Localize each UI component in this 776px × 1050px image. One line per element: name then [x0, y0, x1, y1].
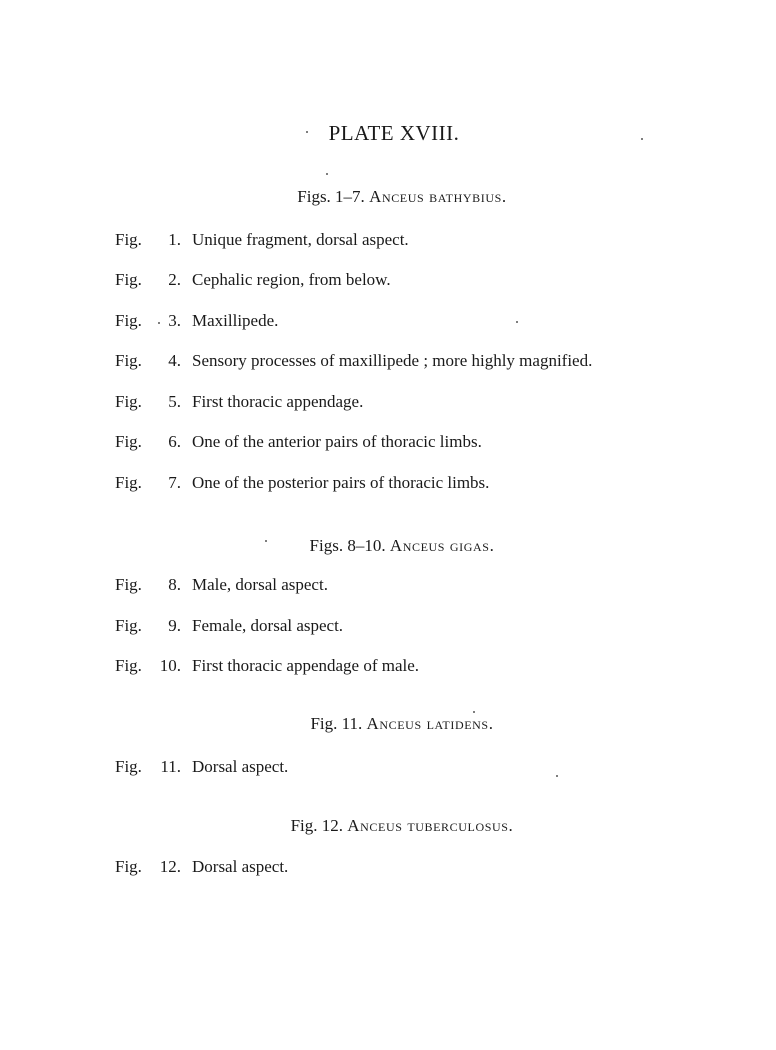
fig-label: Fig.	[115, 616, 142, 635]
fig-description: Female, dorsal aspect.	[192, 616, 344, 635]
section-heading	[0, 815, 776, 837]
scan-speck	[158, 322, 160, 324]
section-species: Anceus gigas.	[389, 536, 495, 555]
scan-speck	[516, 321, 518, 323]
fig-number: 6.	[168, 432, 181, 451]
fig-label: Fig.	[115, 575, 142, 594]
fig-label: Fig.	[115, 351, 142, 370]
fig-label: Fig.	[115, 432, 142, 451]
fig-label: Fig.	[115, 757, 142, 776]
fig-label: Fig.	[115, 656, 142, 675]
fig-description: Maxillipede.	[192, 311, 279, 330]
scan-speck	[641, 138, 643, 140]
fig-label: Fig.	[115, 230, 142, 249]
fig-description: First thoracic appendage.	[192, 392, 364, 411]
fig-description: First thoracic appendage of male.	[192, 656, 420, 675]
scan-speck	[306, 131, 308, 133]
fig-label: Fig.	[115, 270, 142, 289]
fig-number: 11.	[160, 757, 181, 776]
fig-number: 8.	[168, 575, 181, 594]
fig-label: Fig.	[115, 857, 142, 876]
section-species: Anceus latidens.	[366, 714, 494, 733]
fig-number: 3.	[168, 311, 181, 330]
section-species: Anceus bathybius.	[369, 187, 507, 206]
fig-description: Unique fragment, dorsal aspect.	[192, 230, 409, 249]
section-figs-label: Fig. 11.	[310, 714, 363, 733]
fig-label: Fig.	[115, 392, 142, 411]
fig-description: Dorsal aspect.	[192, 857, 289, 876]
section-species: Anceus tuberculosus.	[347, 816, 514, 835]
fig-number: 4.	[168, 351, 181, 370]
fig-description: Sensory processes of maxillipede ; more highly magnified.	[192, 351, 593, 370]
fig-number: 12.	[159, 857, 181, 876]
section-figs-label: Figs. 1–7.	[297, 187, 365, 206]
scan-speck	[326, 173, 328, 175]
fig-number: 10.	[159, 656, 181, 675]
scan-speck	[265, 540, 267, 542]
fig-label: Fig.	[115, 311, 142, 330]
fig-description: One of the anterior pairs of thoracic limbs.	[192, 432, 482, 451]
fig-description: Dorsal aspect.	[192, 757, 289, 776]
fig-description: One of the posterior pairs of thoracic limbs.	[192, 473, 490, 492]
fig-number: 5.	[168, 392, 181, 411]
fig-description: Male, dorsal aspect.	[192, 575, 328, 594]
fig-number: 9.	[168, 616, 181, 635]
section-figs-label: Figs. 8–10.	[309, 536, 386, 555]
scan-speck	[556, 775, 558, 777]
section-heading	[0, 535, 776, 557]
scan-speck	[473, 711, 475, 713]
section-heading	[0, 713, 776, 735]
fig-number: 2.	[168, 270, 181, 289]
fig-label: Fig.	[115, 473, 142, 492]
section-heading	[0, 186, 776, 208]
section-figs-label: Fig. 12.	[290, 816, 344, 835]
fig-description: Cephalic region, from below.	[192, 270, 391, 289]
plate-title: PLATE XVIII.	[328, 121, 460, 145]
fig-number: 7.	[168, 473, 181, 492]
fig-number: 1.	[168, 230, 181, 249]
